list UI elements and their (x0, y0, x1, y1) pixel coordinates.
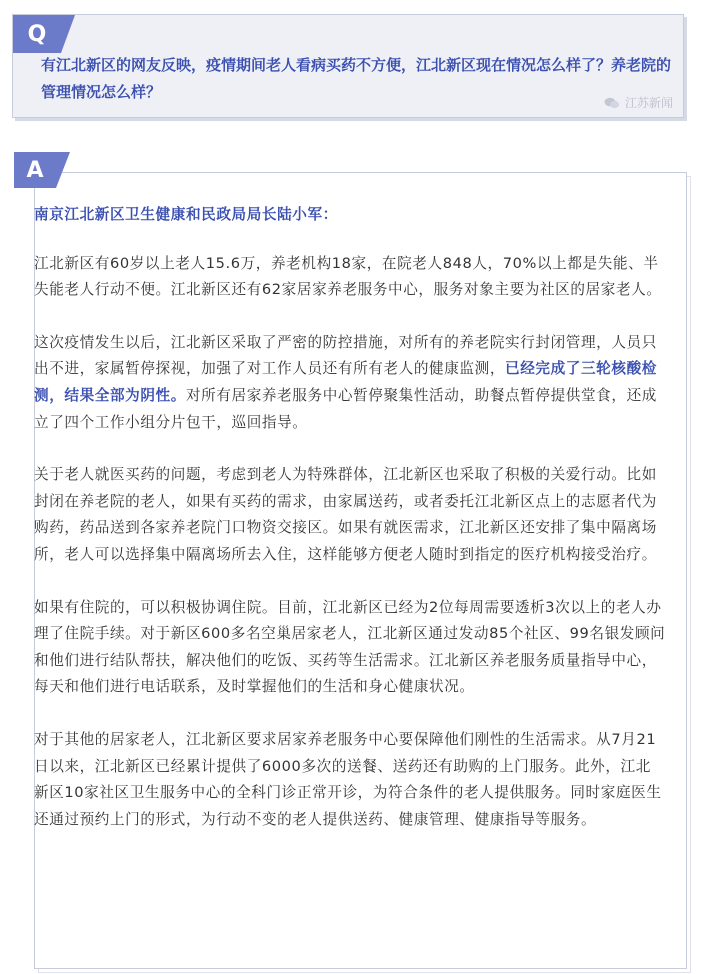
question-tab: Q (13, 15, 61, 53)
answer-paragraph: 如果有住院的，可以积极协调住院。目前，江北新区已经为2位每周需要透析3次以上的老人办理了住院手续。对于新区600多名空巢居家老人，江北新区通过发动85个社区、99名银发顾问和他们进行结队帮扶，解决他们的吃饭、买药等生活需求。江北新区养老服务质量指导中心，每天和他们进行电话联系，及时掌握他们的生活和身心健康状况。 (34, 598, 666, 696)
answer-paragraph: 对于其他的居家老人，江北新区要求居家养老服务中心要保障他们刚性的生活需求。从7月21日以来，江北新区已经累计提供了6000多次的送餐、送药还有助购的上门服务。此外，江北新区10家社区卫生服务中心的全科门诊正常开诊，为符合条件的老人提供服务。同时家庭医生还通过预约上门的形式，为行动不变的老人提供送药、健康管理、健康指导等服务。 (34, 730, 662, 828)
source-watermark (604, 94, 673, 111)
wechat-icon (604, 97, 620, 109)
question-text: 有江北新区的网友反映，疫情期间老人看病买药不方便，江北新区现在情况怎么样了？养老院的管理情况怎么样？ (41, 56, 672, 101)
answer-paragraph: 江北新区有60岁以上老人15.6万，养老机构18家，在院老人848人，70%以上都是失能、半失能老人行动不便。江北新区还有62家居家养老服务中心，服务对象主要为社区的居家老人。 (34, 254, 662, 299)
paragraph-text: 对所有居家养老服务中心暂停聚集性活动，助餐点暂停提供堂食，还成立了四个工作小组分片包干，巡回指导。 (34, 386, 657, 431)
answer-paragraph (34, 330, 666, 436)
answer-paragraph: 关于老人就医买药的问题，考虑到老人为特殊群体，江北新区也采取了积极的关爱行动。比如封闭在养老院的老人，如果有买药的需求，由家属送药，或者委托江北新区点上的志愿者代为购药，药品送到各家养老院门口物资交接区。如果有就医需求，江北新区还安排了集中隔离场所，老人可以选择集中隔离场所去入住，这样能够方便老人随时到指定的医疗机构接受治疗。 (34, 466, 657, 563)
answer-content (34, 202, 666, 859)
question-card (12, 14, 684, 118)
highlight-text: 已经完成了三轮核酸检测，结果全部为阴性。 (34, 360, 657, 404)
watermark-text: 江苏新闻 (624, 96, 673, 110)
paragraph-text: 这次疫情发生以后，江北新区采取了严密的防控措施，对所有的养老院实行封闭管理，人员只出不进，家属暂停探视，加强了对工作人员还有所有老人的健康监测， (34, 333, 657, 378)
speaker-name: 南京江北新区卫生健康和民政局局长陆小军： (34, 206, 338, 223)
answer-tab: A (14, 152, 56, 188)
